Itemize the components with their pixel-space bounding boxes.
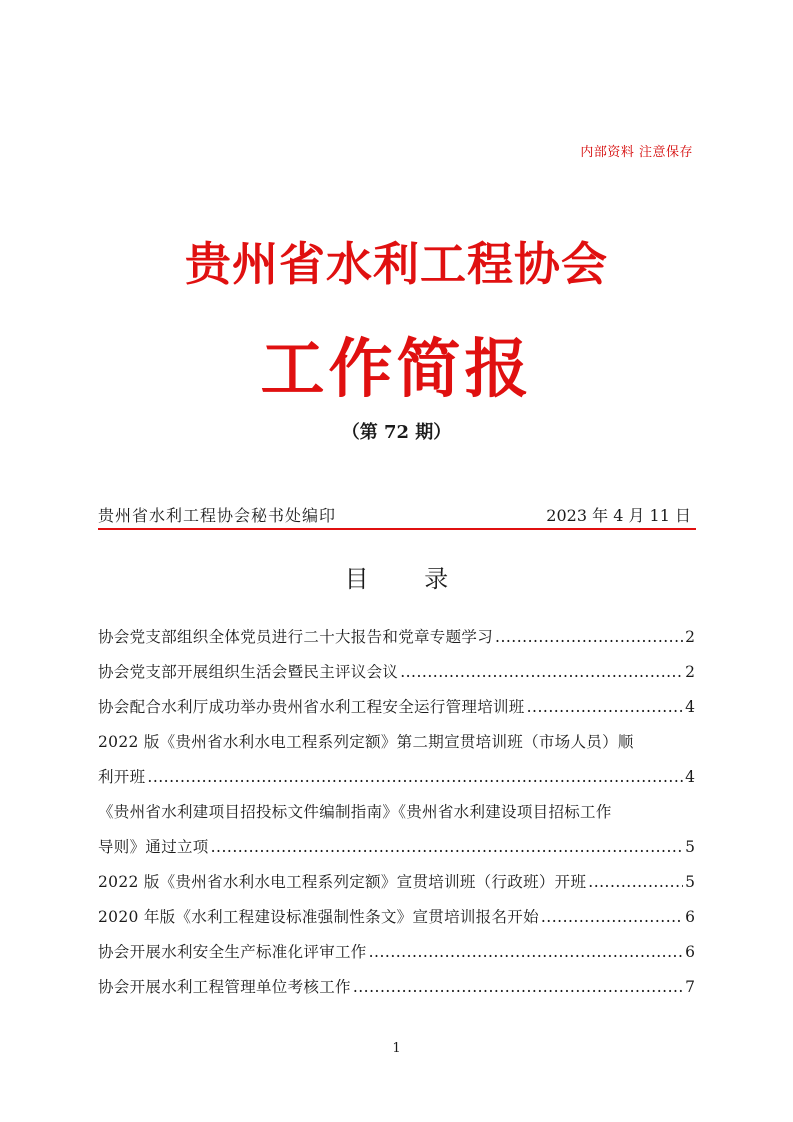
toc-entry-page: 6 (685, 943, 695, 961)
toc-leader-dots (541, 900, 683, 935)
toc-entry-title: 利开班 (98, 768, 146, 786)
toc-leader-dots (527, 690, 684, 725)
toc-entry[interactable] (98, 655, 695, 690)
toc-leader-dots (588, 865, 683, 900)
red-divider (98, 528, 696, 530)
issue-number: （第 72 期） (341, 422, 452, 443)
toc-entry[interactable] (98, 865, 695, 900)
toc-entry-page: 4 (685, 768, 695, 786)
toc-entry-title-line1: 《贵州省水利建项目招投标文件编制指南》《贵州省水利建设项目招标工作 (98, 803, 612, 821)
toc-leader-dots (211, 830, 684, 865)
toc-entry[interactable] (98, 795, 695, 865)
page-number: 1 (392, 1041, 401, 1056)
editor-name: 贵州省水利工程协会秘书处编印 (98, 506, 337, 525)
toc-entry-page: 4 (685, 698, 695, 716)
toc-leader-dots (369, 935, 684, 970)
toc-entry-page: 5 (685, 873, 695, 891)
toc-entry-page: 6 (685, 908, 695, 926)
toc-entry-title: 导则》通过立项 (98, 838, 209, 856)
toc-entry-title: 协会党支部组织全体党员进行二十大报告和党章专题学习 (98, 628, 494, 646)
toc-entry-title: 协会开展水利安全生产标准化评审工作 (98, 943, 367, 961)
toc-entry-page: 2 (685, 628, 695, 646)
toc-entry[interactable] (98, 620, 695, 655)
publication-info (98, 503, 695, 527)
toc-entry-title: 协会党支部开展组织生活会暨民主评议会议 (98, 663, 399, 681)
toc-entry-title: 协会开展水利工程管理单位考核工作 (98, 978, 351, 996)
toc-leader-dots (353, 970, 683, 1005)
toc-entry-title-line1: 2022 版《贵州省水利水电工程系列定额》第二期宣贯培训班（市场人员）顺 (98, 733, 634, 751)
confidential-notice: 内部资料 注意保存 (580, 145, 693, 160)
publication-date: 2023 年 4 月 11 日 (546, 506, 691, 525)
toc-leader-dots (495, 620, 683, 655)
toc-leader-dots (400, 655, 683, 690)
toc-heading: 目 录 (344, 565, 449, 593)
toc-entry-title: 协会配合水利厅成功举办贵州省水利工程安全运行管理培训班 (98, 698, 525, 716)
toc-entry-title: 2022 版《贵州省水利水电工程系列定额》宣贯培训班（行政班）开班 (98, 873, 587, 891)
toc-entry[interactable] (98, 725, 695, 795)
toc-entry[interactable] (98, 935, 695, 970)
toc-entry-page: 5 (685, 838, 695, 856)
toc-leader-dots (147, 760, 683, 795)
toc-entry[interactable] (98, 970, 695, 1005)
table-of-contents (98, 620, 695, 1005)
toc-entry[interactable] (98, 900, 695, 935)
organization-title: 贵州省水利工程协会 (185, 237, 608, 291)
toc-entry-title: 2020 年版《水利工程建设标准强制性条文》宣贯培训报名开始 (98, 908, 539, 926)
toc-entry[interactable] (98, 690, 695, 725)
document-title: 工作简报 (260, 332, 533, 407)
toc-entry-page: 2 (685, 663, 695, 681)
toc-entry-page: 7 (685, 978, 695, 996)
